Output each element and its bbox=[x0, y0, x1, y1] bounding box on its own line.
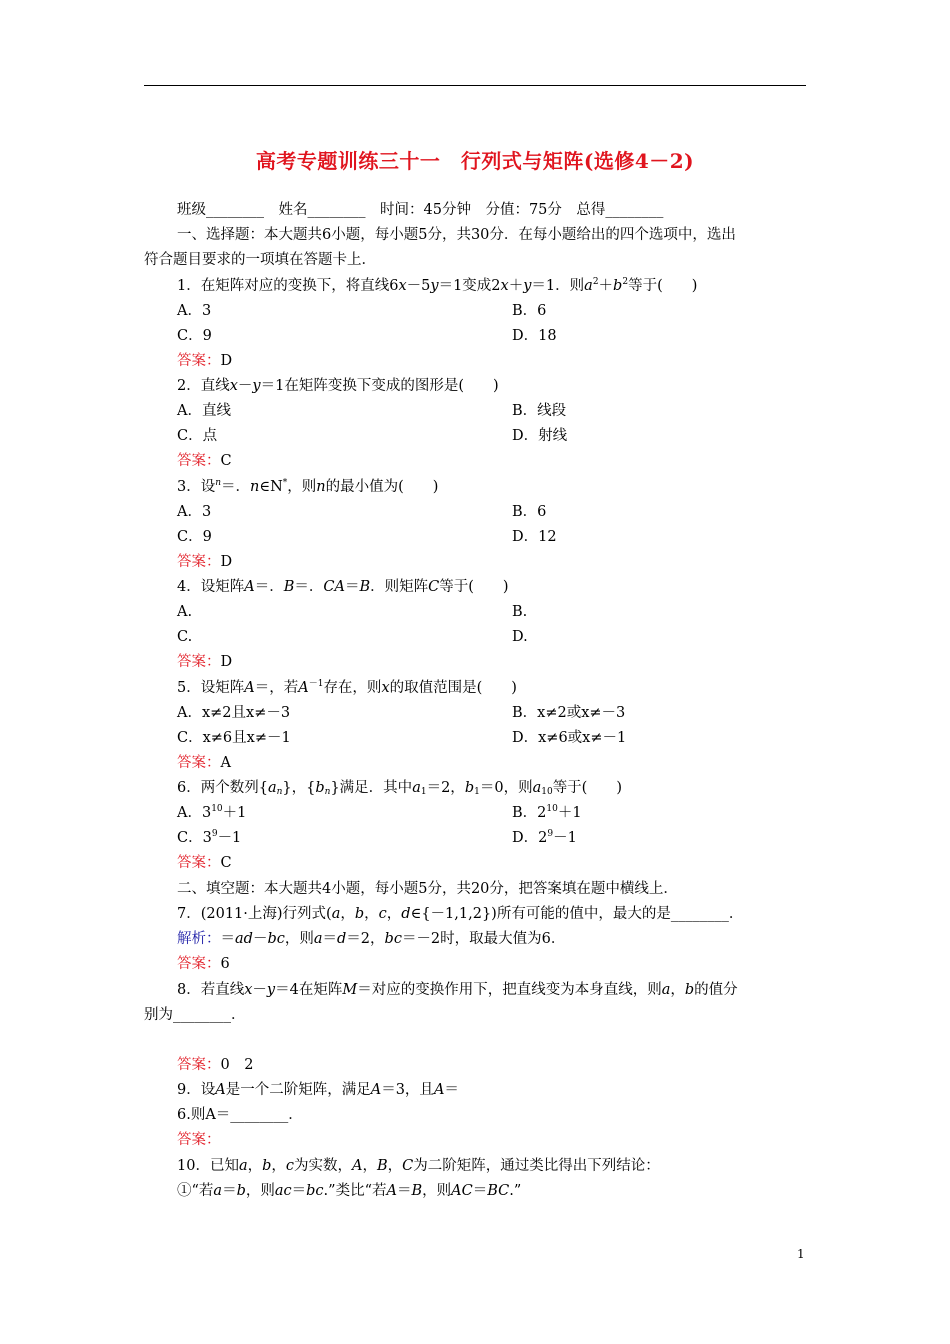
q5-option-c: C．x≠6且x≠－1 bbox=[177, 730, 291, 746]
q1-option-c: C．9 bbox=[177, 328, 212, 344]
q3-option-a: A．3 bbox=[177, 504, 212, 520]
q9-answer: 答案： bbox=[177, 1132, 221, 1148]
section2-intro: 二、填空题：本大题共4小题，每小题5分，共20分，把答案填在题中横线上． bbox=[177, 881, 678, 897]
q4-option-d: D. bbox=[512, 629, 528, 645]
q6-option-b: B．$2^{10}+1$ bbox=[512, 804, 582, 821]
q4-option-b: B. bbox=[512, 604, 528, 620]
q3-option-d: D．12 bbox=[512, 529, 557, 545]
q7-answer: 答案：6 bbox=[177, 956, 230, 972]
q10-stem: 10．已知a，b，c为实数，A，B，C为二阶矩阵，通过类比得出下列结论： bbox=[177, 1158, 660, 1174]
q6-answer: 答案：C bbox=[177, 855, 232, 871]
q3-answer: 答案：D bbox=[177, 554, 233, 570]
q5-stem: 5．设矩阵A＝，若$A^{-1}$存在，则x的取值范围是( ) bbox=[177, 679, 517, 696]
q3-option-b: B．6 bbox=[512, 504, 547, 520]
q1-stem: 1．在矩阵对应的变换下，将直线6x－5y＝1变成2x＋y＝1．则$a^2+b^2$等于( ) bbox=[177, 277, 698, 294]
q1-answer: 答案：D bbox=[177, 353, 233, 369]
q1-option-a: A．3 bbox=[177, 303, 212, 319]
q6-option-c: C．$3^9-1$ bbox=[177, 829, 242, 846]
section1-intro-cont: 符合题目要求的一项填在答题卡上． bbox=[144, 252, 376, 268]
page-title: 高考专题训练三十一 行列式与矩阵(选修4－2) bbox=[255, 149, 695, 173]
section1-intro: 一、选择题：本大题共6小题，每小题5分，共30分．在每小题给出的四个选项中，选出 bbox=[177, 227, 736, 243]
q9-stem: 9．设A是一个二阶矩阵，满足A＝3，且A＝ bbox=[177, 1082, 459, 1098]
q7-stem: 7．(2011·上海)行列式(a，b，c，d∈{－1,1,2})所有可能的值中，最大的是________． bbox=[177, 906, 744, 922]
q5-option-b: B．x≠2或x≠－3 bbox=[512, 705, 626, 721]
q2-stem: 2．直线x－y＝1在矩阵变换下变成的图形是( ) bbox=[177, 378, 499, 394]
q4-stem: 4．设矩阵A＝．B＝．CA＝B．则矩阵C等于( ) bbox=[177, 579, 509, 595]
q2-option-b: B．线段 bbox=[512, 403, 567, 419]
q1-option-b: B．6 bbox=[512, 303, 547, 319]
q2-option-a: A．直线 bbox=[177, 403, 231, 419]
q2-answer: 答案：C bbox=[177, 453, 232, 469]
q8-stem: 8．若直线x－y＝4在矩阵M＝对应的变换作用下，把直线变为本身直线，则a，b的值分 bbox=[177, 982, 738, 998]
q4-option-c: C. bbox=[177, 629, 193, 645]
q4-option-a: A. bbox=[177, 604, 193, 620]
page-number: 1 bbox=[797, 1247, 805, 1261]
q5-option-d: D．x≠6或x≠－1 bbox=[512, 730, 627, 746]
q9-stem-cont: 6.则A＝________． bbox=[177, 1107, 303, 1123]
header-info: 班级________ 姓名________ 时间：45分钟 分值：75分 总得________ bbox=[177, 202, 664, 218]
q8-answer: 答案：0 2 bbox=[177, 1057, 254, 1073]
q5-option-a: A．x≠2且x≠－3 bbox=[177, 705, 291, 721]
q4-answer: 答案：D bbox=[177, 654, 233, 670]
q3-stem: 3．设$^n$＝．n∈N*，则n的最小值为( ) bbox=[177, 478, 439, 495]
q6-option-a: A．$3^{10}+1$ bbox=[177, 804, 247, 821]
q10-conclusion-1: ①“若a＝b，则ac＝bc.”类比“若A＝B，则AC＝BC.” bbox=[177, 1183, 522, 1199]
q5-answer: 答案：A bbox=[177, 755, 231, 771]
q2-option-c: C．点 bbox=[177, 428, 218, 444]
q1-option-d: D．18 bbox=[512, 328, 557, 344]
q6-stem: 6．两个数列$\{a_n\}$，$\{b_n\}$满足．其中$a_1=2$，$b_1=0$，则$a_{10}$等于( ) bbox=[177, 780, 623, 797]
header-rule bbox=[144, 85, 806, 86]
q7-analysis: 解析：＝ad－bc，则a＝d＝2，bc＝－2时，取最大值为6． bbox=[177, 931, 566, 947]
q2-option-d: D．射线 bbox=[512, 428, 568, 444]
q8-stem-cont: 别为________． bbox=[144, 1007, 246, 1023]
q3-option-c: C．9 bbox=[177, 529, 212, 545]
q6-option-d: D．$2^9-1$ bbox=[512, 829, 577, 846]
